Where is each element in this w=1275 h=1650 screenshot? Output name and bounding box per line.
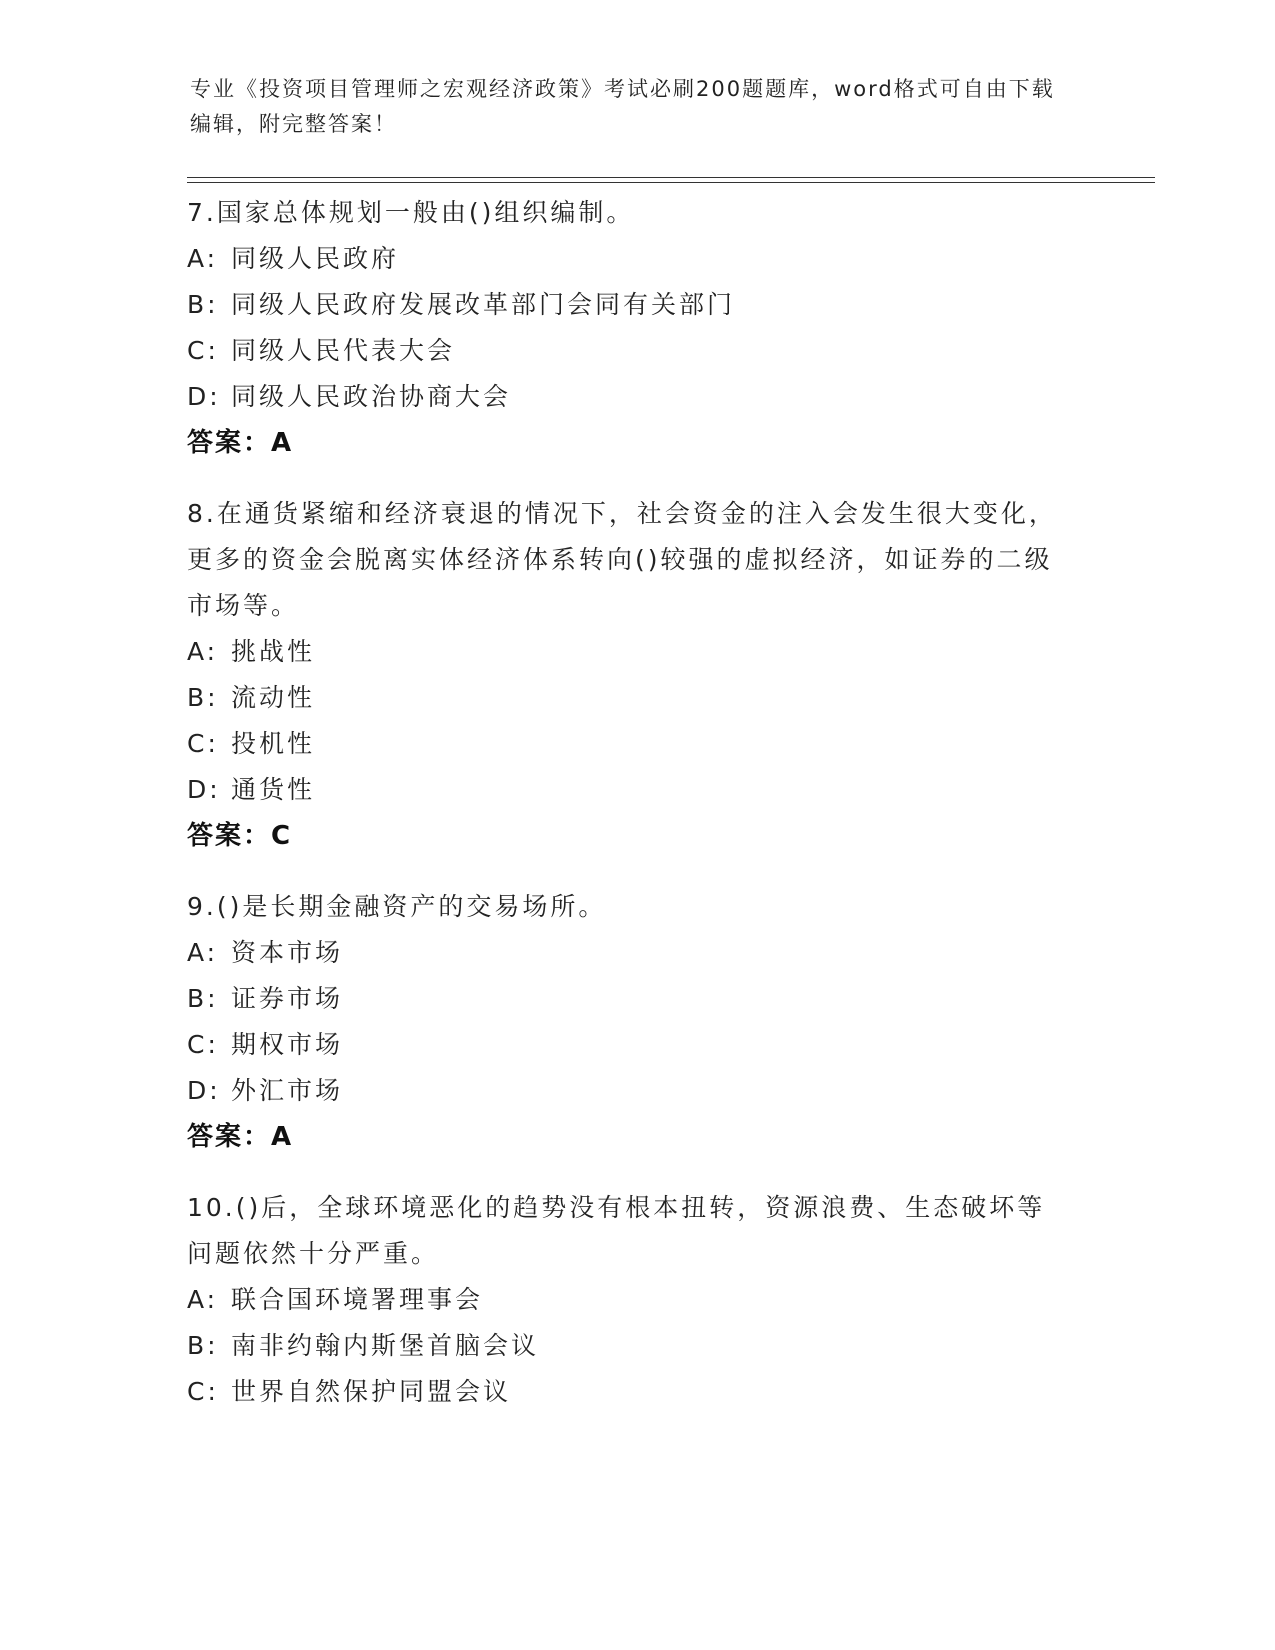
option-label: A: [187,1285,219,1314]
answer-line: 答案：C [187,821,293,851]
option-a [187,930,1087,976]
option-d [187,1068,1087,1114]
option-label: A: [187,244,219,273]
option-text: 联合国环境署理事会 [231,1285,484,1314]
option-text: 流动性 [231,683,316,712]
question-9 [187,884,1087,1160]
option-label: D: [187,382,221,411]
header-divider-bottom [187,182,1155,183]
option-text: 通货性 [231,775,316,804]
option-label: A: [187,938,219,967]
option-label: C: [187,1377,219,1406]
option-text: 世界自然保护同盟会议 [231,1377,512,1406]
option-a [187,236,1087,282]
option-d [187,374,1087,420]
question-stem: 7.国家总体规划一般由()组织编制。 [187,198,635,227]
option-b [187,675,1087,721]
option-text: 外汇市场 [231,1076,344,1105]
question-8 [187,491,1087,859]
question-stem: 8.在通货紧缩和经济衰退的情况下，社会资金的注入会发生很大变化，更多的资金会脱离实体经济体系转向()较强的虚拟经济，如证券的二级市场等。 [187,499,1057,620]
answer-line: 答案：A [187,428,294,458]
option-text: 南非约翰内斯堡首脑会议 [231,1331,540,1360]
option-text: 期权市场 [231,1030,344,1059]
option-d [187,767,1087,813]
option-b [187,976,1087,1022]
question-stem: 9.()是长期金融资产的交易场所。 [187,892,607,921]
answer-line: 答案：A [187,1122,294,1152]
option-text: 同级人民政治协商大会 [231,382,512,411]
option-label: A: [187,637,219,666]
document-intro: 专业《投资项目管理师之宏观经济政策》考试必刷200题题库，word格式可自由下载编辑，附完整答案！ [190,77,1055,136]
option-text: 投机性 [231,729,316,758]
option-label: B: [187,1331,219,1360]
option-label: B: [187,683,219,712]
option-label: B: [187,984,219,1013]
question-list [187,190,1087,1440]
option-c [187,721,1087,767]
option-label: C: [187,336,219,365]
option-text: 证券市场 [231,984,344,1013]
option-text: 同级人民政府 [231,244,400,273]
option-text: 资本市场 [231,938,344,967]
option-label: C: [187,1030,219,1059]
option-c [187,328,1087,374]
question-7 [187,190,1087,466]
option-b [187,1323,1087,1369]
option-label: C: [187,729,219,758]
option-label: B: [187,290,219,319]
option-label: D: [187,775,221,804]
option-c [187,1022,1087,1068]
option-text: 挑战性 [231,637,316,666]
option-b [187,282,1087,328]
option-text: 同级人民政府发展改革部门会同有关部门 [231,290,736,319]
question-stem: 10.()后，全球环境恶化的趋势没有根本扭转，资源浪费、生态破坏等问题依然十分严重。 [187,1193,1046,1268]
option-a [187,629,1087,675]
header-divider-top [187,177,1155,178]
question-10 [187,1185,1087,1415]
option-label: D: [187,1076,221,1105]
option-c [187,1369,1087,1415]
option-a [187,1277,1087,1323]
option-text: 同级人民代表大会 [231,336,456,365]
